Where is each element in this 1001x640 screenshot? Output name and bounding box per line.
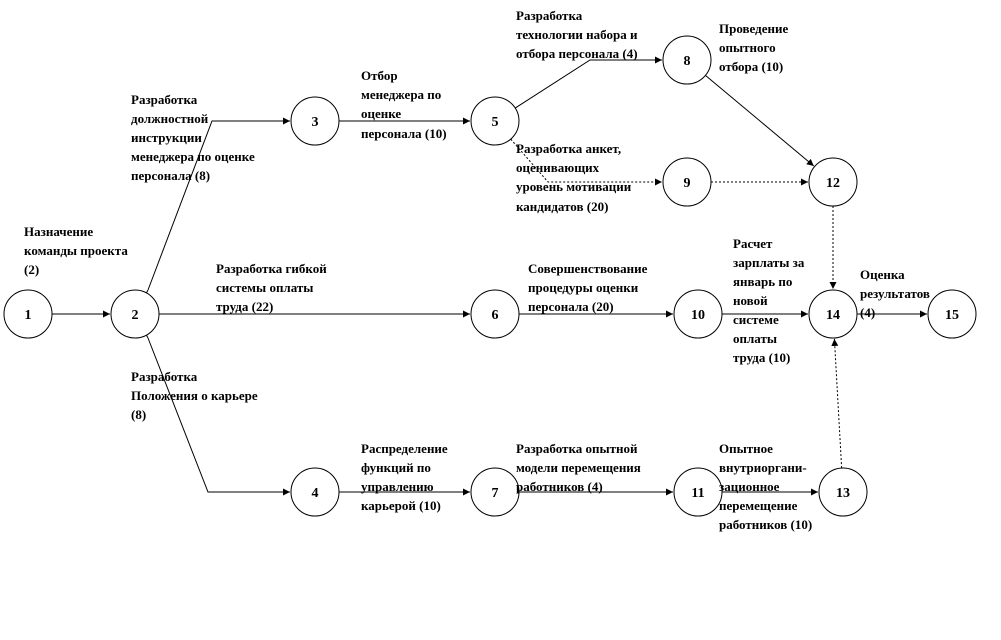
- node-number: 8: [683, 54, 691, 69]
- node-1: [4, 290, 52, 338]
- node-6: [471, 290, 519, 338]
- edge-2-4: [148, 338, 290, 492]
- nodes-layer: [4, 36, 976, 516]
- label-e2-4: Разработка Положения о карьере (8): [131, 369, 258, 422]
- node-4: [291, 468, 339, 516]
- node-number: 13: [836, 486, 850, 501]
- node-10: [674, 290, 722, 338]
- node-8: [663, 36, 711, 84]
- node-3: [291, 97, 339, 145]
- label-e11-13: Опытное внутриоргани- зационное перемещение работников (10): [719, 441, 813, 532]
- edge-5-8: [515, 60, 662, 108]
- node-9: [663, 158, 711, 206]
- label-e8-12: Проведение опытного отбора (10): [719, 21, 789, 74]
- node-number: 15: [945, 308, 959, 323]
- node-12: [809, 158, 857, 206]
- label-e7-11: Разработка опытной модели перемещения работников (4): [516, 441, 641, 494]
- label-e2-3: Разработка должностной инструкции менеджера по оценке персонала (8): [131, 92, 255, 183]
- label-e5-9: Разработка анкет, оценивающих уровень мотивации кандидатов (20): [516, 141, 632, 214]
- node-number: 4: [311, 486, 319, 501]
- node-11: [674, 468, 722, 516]
- node-number: 6: [491, 308, 499, 323]
- node-number: 9: [683, 176, 691, 191]
- label-e3-5: Отбор менеджера по оценке персонала (10): [361, 68, 447, 141]
- label-e2-6: Разработка гибкой системы оплаты труда (22): [216, 261, 327, 314]
- node-number: 10: [691, 308, 705, 323]
- label-e1-2: Назначение команды проекта (2): [24, 224, 128, 277]
- label-e10-14: Расчет зарплаты за январь по новой системе оплаты труда (10): [733, 236, 805, 365]
- node-number: 7: [491, 486, 499, 501]
- node-number: 5: [491, 115, 499, 130]
- node-number: 11: [691, 486, 705, 501]
- node-number: 12: [826, 176, 840, 191]
- node-14: [809, 290, 857, 338]
- node-number: 14: [826, 308, 840, 323]
- node-number: 2: [131, 308, 139, 323]
- edge-13-14: [834, 339, 841, 468]
- node-2: [111, 290, 159, 338]
- node-13: [819, 468, 867, 516]
- label-e14-15: Оценка результатов (4): [860, 267, 930, 320]
- node-7: [471, 468, 519, 516]
- node-number: 3: [311, 115, 319, 130]
- node-15: [928, 290, 976, 338]
- edge-8-12: [705, 75, 813, 166]
- label-e5-8: Разработка технологии набора и отбора персонала (4): [516, 8, 638, 61]
- label-e6-10: Совершенствование процедуры оценки персонала (20): [528, 261, 648, 314]
- node-number: 1: [24, 308, 32, 323]
- label-e4-7: Распределение функций по управлению карьерой (10): [361, 441, 448, 513]
- node-5: [471, 97, 519, 145]
